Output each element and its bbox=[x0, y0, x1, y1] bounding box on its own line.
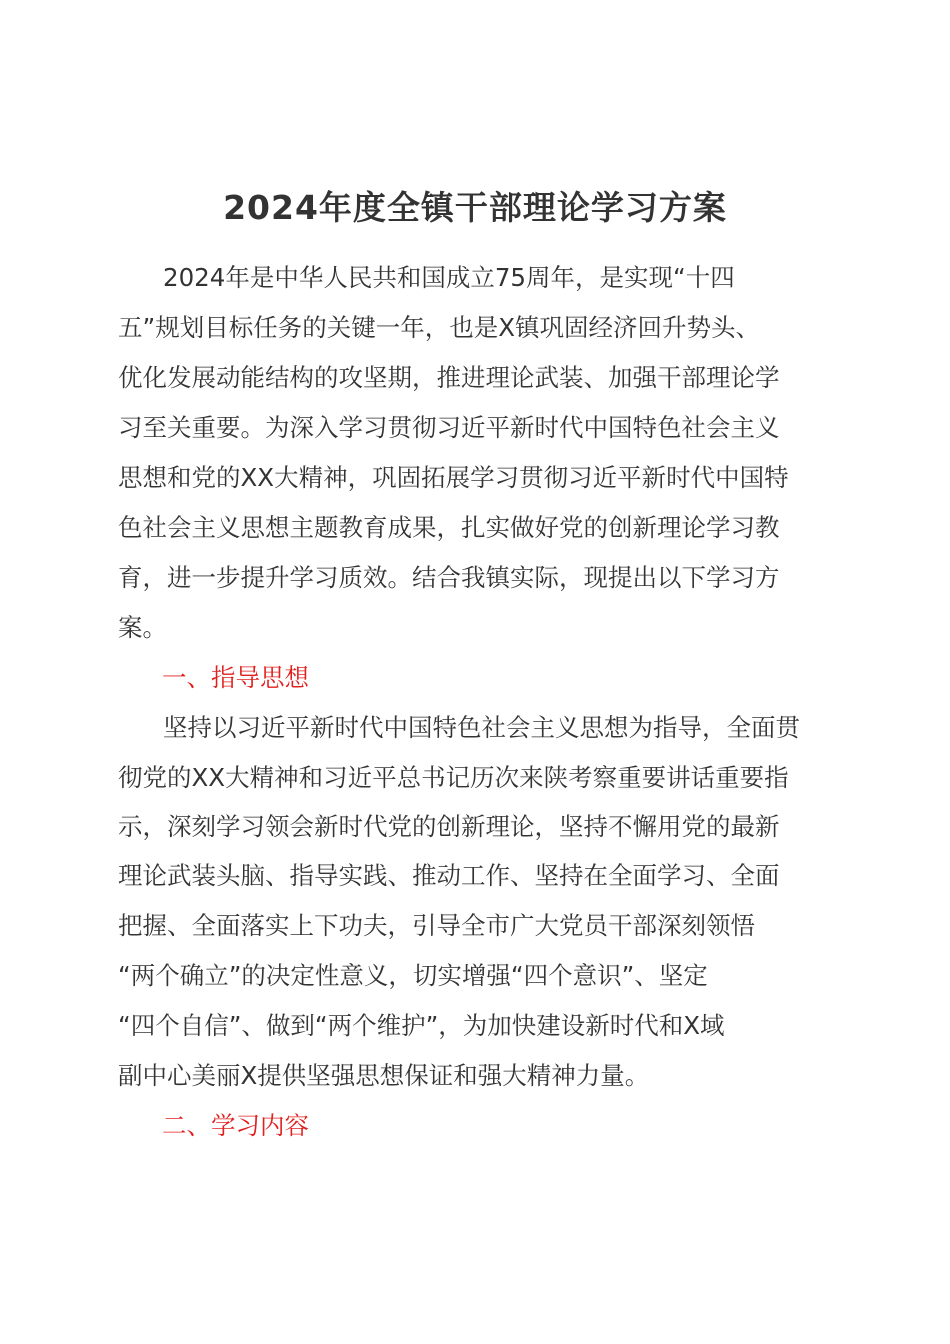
section-heading-study-content: 二、学习内容 bbox=[162, 1111, 309, 1140]
intro-line: 优化发展动能结构的攻坚期，推进理论武装、加强干部理论学 bbox=[118, 363, 780, 392]
section-heading-guiding-ideology: 一、指导思想 bbox=[162, 663, 309, 692]
document-title: 2024年度全镇干部理论学习方案 bbox=[223, 188, 727, 227]
intro-line: 色社会主义思想主题教育成果，扎实做好党的创新理论学习教 bbox=[118, 513, 780, 542]
intro-line: 思想和党的XX大精神，巩固拓展学习贯彻习近平新时代中国特 bbox=[118, 463, 789, 492]
intro-line: 2024年是中华人民共和国成立75周年，是实现“十四 bbox=[163, 263, 735, 292]
paragraph-line: 示，深刻学习领会新时代党的创新理论，坚持不懈用党的最新 bbox=[118, 812, 780, 841]
paragraph-line: 副中心美丽X提供坚强思想保证和强大精神力量。 bbox=[118, 1061, 650, 1090]
intro-line: 五”规划目标任务的关键一年，也是X镇巩固经济回升势头、 bbox=[118, 313, 760, 342]
paragraph-line: 把握、全面落实上下功夫，引导全市广大党员干部深刻领悟 bbox=[118, 911, 755, 940]
paragraph-line: “两个确立”的决定性意义，切实增强“四个意识”、坚定 bbox=[118, 961, 708, 990]
paragraph-line: 彻党的XX大精神和习近平总书记历次来陕考察重要讲话重要指 bbox=[118, 763, 789, 792]
paragraph-line: 坚持以习近平新时代中国特色社会主义思想为指导，全面贯 bbox=[163, 713, 800, 742]
paragraph-line: “四个自信”、做到“两个维护”，为加快建设新时代和X域 bbox=[118, 1011, 725, 1040]
intro-line: 习至关重要。为深入学习贯彻习近平新时代中国特色社会主义 bbox=[118, 413, 780, 442]
intro-line: 育，进一步提升学习质效。结合我镇实际，现提出以下学习方 bbox=[118, 563, 780, 592]
intro-line: 案。 bbox=[118, 613, 167, 642]
paragraph-line: 理论武装头脑、指导实践、推动工作、坚持在全面学习、全面 bbox=[118, 861, 780, 890]
